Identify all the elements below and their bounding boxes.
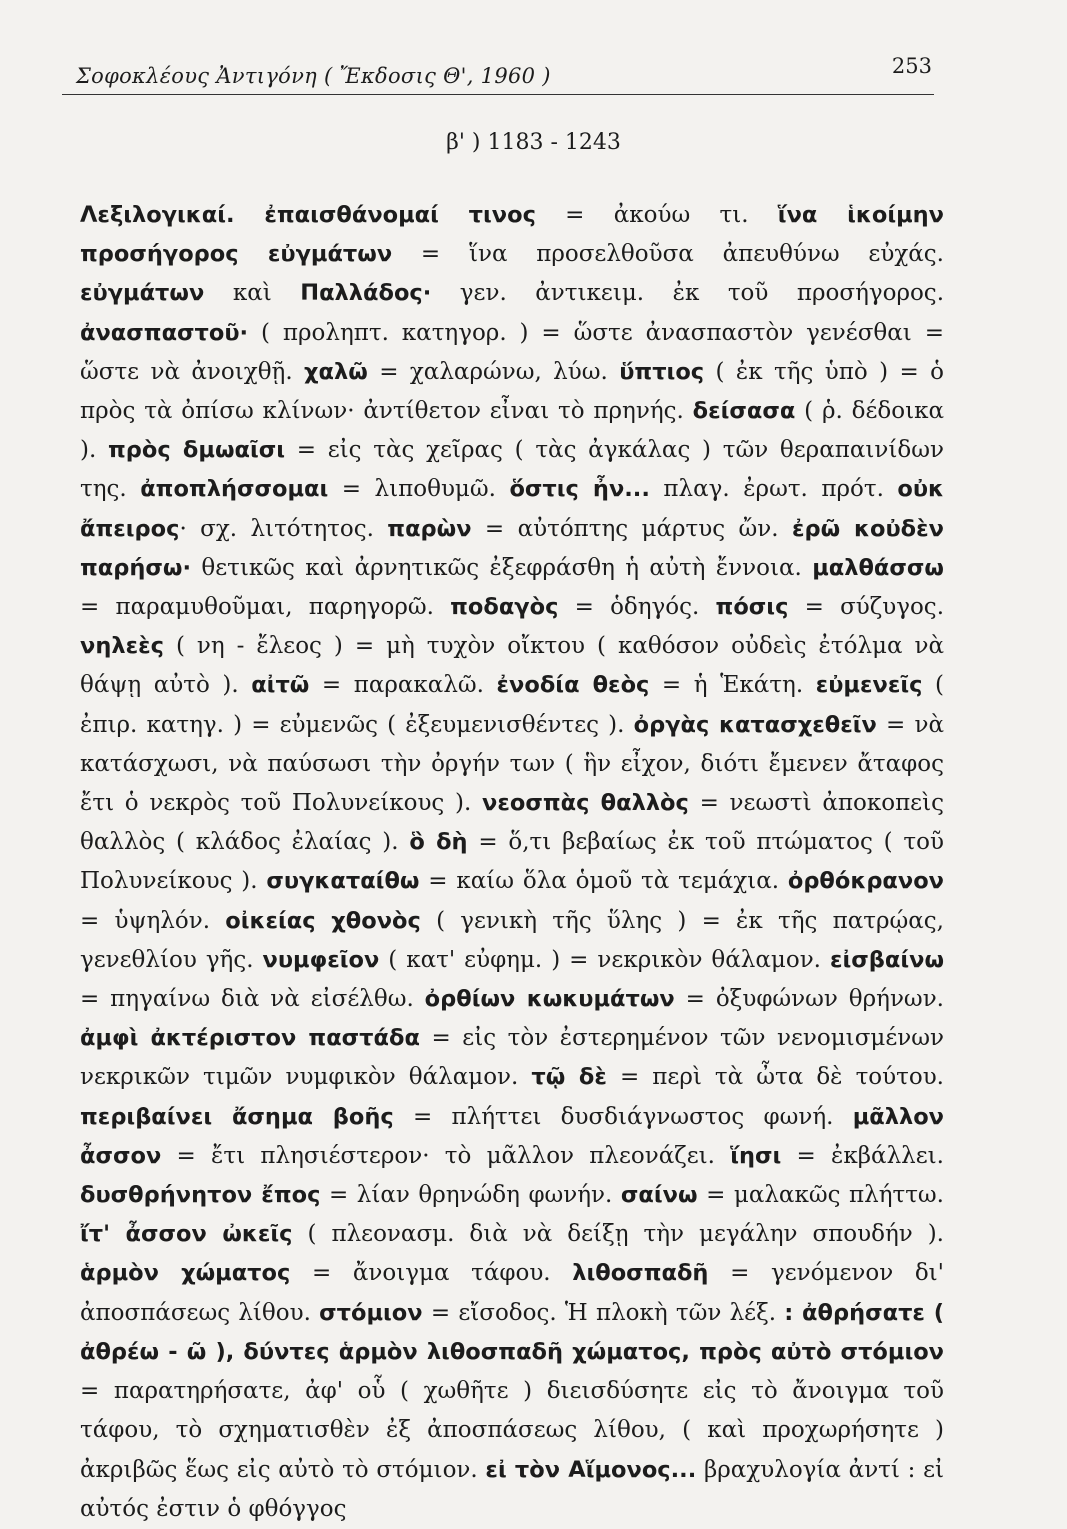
gloss-text: πλαγ. ἐρωτ. πρότ. [649, 476, 898, 503]
lemma-term: εἰ τὸν Αἵμονος... [485, 1456, 697, 1483]
gloss-text: = ἀκούω τι. [535, 202, 778, 228]
lemma-term: νηλεὲς [80, 633, 164, 660]
lemma-term: τῷ δὲ [531, 1064, 607, 1091]
lemma-term: ὀρθίων κωκυμάτων [424, 986, 675, 1013]
lemma-term: ὅστις ἦν... [509, 476, 650, 503]
gloss-text: ( ῥ. δέδοικα ). [80, 398, 944, 464]
gloss-text: = ὅ,τι βεβαίως ἐκ τοῦ πτώματος ( τοῦ Πολυνείκους ). [80, 829, 944, 895]
lemma-term: ἀποπλήσσομαι [140, 476, 329, 503]
lemma-term: ὃ δὴ [409, 829, 468, 856]
gloss-text: = πλήττει δυσδιάγνωστος φωνή. [393, 1103, 853, 1130]
running-header [62, 54, 934, 95]
lemma-term: οἰκείας χθονὸς [225, 907, 421, 934]
gloss-text: καὶ [204, 280, 301, 307]
gloss-text: = ἐκβάλλει. [781, 1142, 944, 1169]
lemma-term: μαλθάσσω [812, 554, 944, 581]
gloss-text: · σχ. λιτότητος. [179, 515, 388, 542]
gloss-text: = παραμυθοῦμαι, παρηγορῶ. [80, 594, 451, 621]
gloss-text: θετικῶς καὶ ἀρνητικῶς ἐξεφράσθη ἡ αὐτὴ ἔννοια. [191, 554, 813, 581]
gloss-text: = νεωστὶ ἀποκοπεὶς θαλλὸς ( κλάδος ἐλαίας ). [80, 790, 944, 856]
lemma-term: ὀργὰς κατασχεθεῖν [633, 711, 877, 738]
gloss-text: = πηγαίνω διὰ νὰ εἰσέλθω. [80, 986, 425, 1013]
lemma-term: : ἀθρήσατε ( ἀθρέω - ῶ ), δύντες ἁρμὸν λιθοσπαδῆ χώματος, πρὸς αὐτὸ στόμιον [80, 1299, 944, 1365]
gloss-text: = λίαν θρηνώδη φωνήν. [320, 1182, 621, 1209]
lemma-term: χαλῶ [304, 358, 368, 385]
lemma-term: αἰτῶ [251, 672, 310, 699]
glossary-text [80, 196, 944, 1529]
gloss-text: = ἔτι πλησιέστερον· τὸ μᾶλλον πλεονάζει. [161, 1142, 731, 1169]
gloss-text: = περὶ τὰ ὦτα δὲ τούτου. [606, 1064, 944, 1091]
lemma-term: νεοσπὰς θαλλὸς [482, 790, 689, 817]
gloss-text: = ἵνα προσελθοῦσα ἀπευθύνω εὐχάς. [392, 241, 944, 268]
gloss-text: ( κατ' εὐφημ. ) = νεκρικὸν θάλαμον. [379, 946, 830, 973]
gloss-text: = παρατηρήσατε, ἀφ' οὗ ( χωθῆτε ) διεισδύσητε εἰς τὸ ἄνοιγμα τοῦ τάφου, τὸ σχηματισθὲν ἐξ ἀποσπάσεως λίθου, ( καὶ προχωρήσητε ) ἀκριβῶς ἕως εἰς αὐτὸ τὸ στόμιον. [80, 1378, 944, 1483]
lemma-term: πόσις [715, 594, 789, 621]
lemma-term: ἐρῶ κοὐδὲν παρήσω· [80, 515, 944, 581]
gloss-text: = μαλακῶς πλήττω. [697, 1182, 944, 1209]
gloss-text: ( πλεονασμ. διὰ νὰ δείξῃ τὴν μεγάλην σπουδήν ). [292, 1221, 944, 1248]
gloss-text: ( ἐπιρ. κατηγ. ) = εὐμενῶς ( ἐξευμενισθέντες ). [80, 672, 944, 738]
gloss-text: = σύζυγος. [788, 594, 945, 621]
gloss-text: = ἡ Ἑκάτη. [649, 672, 816, 699]
lemma-term: οὐκ ἄπειρος [80, 476, 945, 542]
lemma-term: μᾶλλον ἆσσον [80, 1103, 944, 1169]
gloss-text: = γενόμενον δι' ἀποσπάσεως λίθου. [80, 1260, 945, 1326]
lemma-term: λιθοσπαδῆ [572, 1260, 709, 1287]
lemma-term: ἵνα ἱκοίμην προσήγορος εὐγμάτων [80, 202, 945, 268]
lemma-term: εἰσβαίνω [829, 946, 945, 973]
gloss-text: = ὀξυφώνων θρήνων. [674, 986, 944, 1013]
running-title: Σοφοκλέους Ἀντιγόνη ( Ἔκδοσις Θ', 1960 ) [76, 64, 551, 88]
lemma-term: περιβαίνει ἄσημα βοῆς [80, 1103, 394, 1130]
lemma-term: στόμιον [319, 1299, 423, 1326]
lemma-term: παρὼν [387, 515, 472, 542]
lemma-term: νυμφεῖον [262, 946, 380, 973]
lemma-term: πρὸς δμωαῖσι [108, 437, 286, 464]
gloss-text: = εἰς τὸν ἐστερημένον τῶν νενομισμένων νεκρικῶν τιμῶν νυμφικὸν θάλαμον. [80, 1025, 944, 1091]
page-number: 253 [891, 54, 932, 78]
lemma-term: σαίνω [620, 1182, 698, 1209]
gloss-text: ( νη - ἔλεος ) = μὴ τυχὸν οἴκτου ( καθόσον οὐδεὶς ἐτόλμα νὰ θάψῃ αὐτὸ ). [80, 633, 944, 699]
lemma-term: ἴτ' ἆσσον ὠκεῖς [80, 1221, 293, 1248]
lemma-term: εὐγμάτων [80, 280, 205, 307]
gloss-text: = χαλαρώνω, λύω. [367, 358, 620, 385]
lemma-term: ὀρθόκρανον [787, 868, 944, 895]
gloss-text: = ἄνοιγμα τάφου. [290, 1260, 573, 1287]
gloss-text: = νὰ κατάσχωσι, νὰ παύσωσι τὴν ὀργήν των ( ἣν εἶχον, διότι ἔμενεν ἄταφος ἔτι ὁ νεκρὸς τοῦ Πολυνείκους ). [80, 711, 944, 817]
lemma-term: ἁρμὸν χώματος [80, 1260, 291, 1287]
gloss-text: ( προληπτ. κατηγορ. ) = ὥστε ἀνασπαστὸν γενέσθαι = ὥστε νὰ ἀνοιχθῇ. [80, 319, 944, 385]
lemma-term: συγκαταίθω [266, 868, 420, 895]
gloss-text: ( γενικὴ τῆς ὕλης ) = ἐκ τῆς πατρῴας, γενεθλίου γῆς. [80, 907, 944, 973]
lemma-term: Λεξιλογικαί. ἐπαισθάνομαί τινος [80, 202, 536, 228]
gloss-text: = ὁδηγός. [558, 594, 716, 621]
lemma-term: ὕπτιος [619, 358, 705, 385]
lemma-term: ἐνοδία θεὸς [496, 672, 650, 699]
section-title: β' ) 1183 - 1243 [446, 130, 621, 155]
gloss-text: ( ἐκ τῆς ὑπὸ ) = ὁ πρὸς τὰ ὀπίσω κλίνων· ἀντίθετον εἶναι τὸ πρηνής. [80, 358, 945, 425]
gloss-text: = ὑψηλόν. [80, 907, 226, 934]
gloss-text: = παρακαλῶ. [309, 672, 497, 699]
gloss-text: βραχυλογία ἀντί : εἰ αὐτός ἐστιν ὁ φθόγγος [80, 1456, 944, 1522]
lemma-term: εὐμενεῖς [815, 672, 923, 699]
gloss-text: = εἴσοδος. Ἡ πλοκὴ τῶν λέξ. [422, 1299, 785, 1326]
lemma-term: δυσθρήνητον ἔπος [80, 1182, 321, 1209]
lemma-term: ποδαγὸς [450, 594, 559, 621]
lemma-term: ἀνασπαστοῦ· [80, 319, 249, 346]
gloss-text: = καίω ὅλα ὁμοῦ τὰ τεμάχια. [419, 868, 788, 895]
lemma-term: δείσασα [692, 398, 796, 425]
gloss-text: = αὐτόπτης μάρτυς ὤν. [471, 515, 792, 542]
gloss-text: γεν. ἀντικειμ. ἐκ τοῦ προσήγορος. [431, 280, 945, 307]
lemma-term: ἀμφὶ ἀκτέριστον παστάδα [80, 1025, 420, 1052]
lemma-term: Παλλάδος· [300, 280, 432, 307]
gloss-text: = εἰς τὰς χεῖρας ( τὰς ἀγκάλας ) τῶν θεραπαινίδων της. [80, 437, 944, 503]
gloss-text: = λιποθυμῶ. [328, 476, 510, 503]
lemma-term: ἵησι [730, 1142, 782, 1169]
